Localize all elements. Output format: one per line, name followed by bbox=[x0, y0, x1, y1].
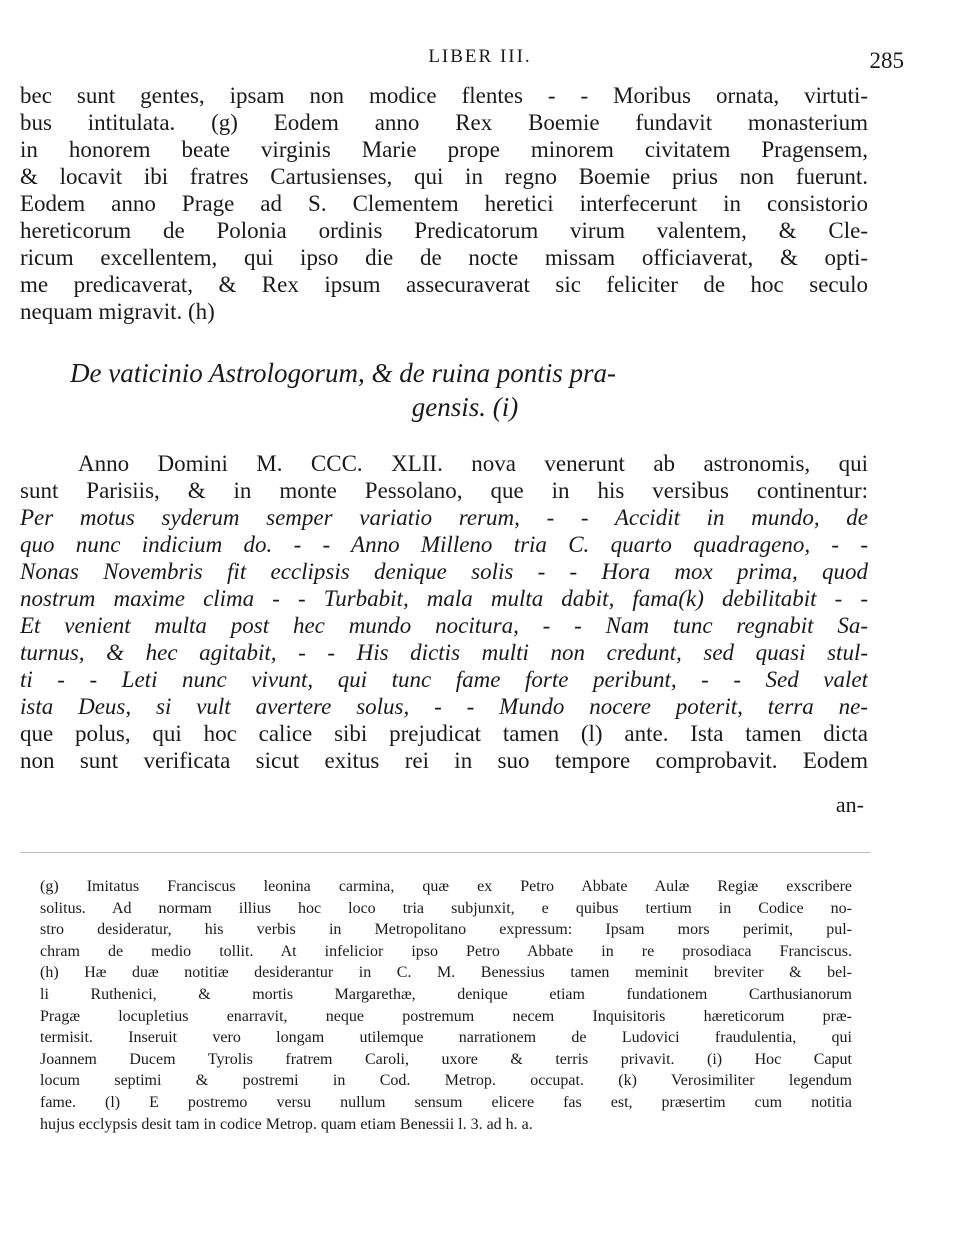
text-line: bus intitulata. (g) Eodem anno Rex Boemie fundavit monasterium bbox=[20, 110, 868, 135]
footnote-line: solitus. Ad normam illius hoc loco tria subjunxit, e quibus tertium in Codice no- bbox=[40, 899, 852, 917]
footnote-line: (g) Imitatus Franciscus leonina carmina, quæ ex Petro Abbate Aulæ Regiæ exscribere bbox=[40, 878, 852, 895]
text-line: ti - - Leti nunc vivunt, qui tunc fame forte peribunt, - - Sed valet bbox=[20, 667, 868, 692]
text-line: in honorem beate virginis Marie prope minorem civitatem Pragensem, bbox=[20, 137, 868, 162]
text-line: que polus, qui hoc calice sibi prejudicat tamen (l) ante. Ista tamen dicta bbox=[20, 721, 868, 746]
paragraph-1 bbox=[20, 82, 868, 325]
text-line: Per motus syderum semper variatio rerum, - - Accidit in mundo, de bbox=[20, 505, 868, 530]
text-line: Nonas Novembris fit ecclipsis denique solis - - Hora mox prima, quod bbox=[20, 559, 868, 584]
text-line: & locavit ibi fratres Cartusienses, qui in regno Boemie prius non fuerunt. bbox=[20, 164, 868, 189]
footnote-line: stro desideratur, his verbis in Metropolitano expressum: Ipsam mors perimit, pul- bbox=[40, 921, 852, 939]
footnote-line: locum septimi & postremi in Cod. Metrop. occupat. (k) Verosimiliter legendum bbox=[40, 1072, 852, 1090]
page-header bbox=[0, 40, 960, 76]
footnote-divider bbox=[20, 852, 870, 853]
title-line: gensis. (i) bbox=[411, 392, 519, 422]
text-line: bec sunt gentes, ipsam non modice flentes - - Moribus ornata, virtuti- bbox=[20, 83, 868, 108]
footnotes bbox=[40, 876, 852, 1135]
running-head: LIBER III. bbox=[428, 46, 532, 67]
text-line: me predicaverat, & Rex ipsum assecuraverat sic feliciter de hoc seculo bbox=[20, 272, 868, 297]
page-number: 285 bbox=[869, 48, 904, 73]
footnote-line: (h) Hæ duæ notitiæ desiderantur in C. M. Benessius tamen meminit breviter & bel- bbox=[40, 964, 852, 982]
title-line: De vaticinio Astrologorum, & de ruina pontis pra- bbox=[70, 358, 616, 388]
section-title bbox=[70, 356, 860, 424]
text-line: turnus, & hec agitabit, - - His dictis multi non credunt, sed quasi stul- bbox=[20, 640, 868, 665]
footnote-line: hujus ecclypsis desit tam in codice Metrop. quam etiam Benessii l. 3. ad h. a. bbox=[40, 1115, 533, 1133]
footnote-line: chram de medio tollit. At infelicior ipso Petro Abbate in re prosodiaca Franciscus. bbox=[40, 942, 852, 960]
footnote-line: fame. (l) E postremo versu nullum sensum elicere fas est, præsertim cum notitia bbox=[40, 1093, 852, 1111]
text-line: sunt Parisiis, & in monte Pessolano, que in his versibus continentur: bbox=[20, 478, 868, 503]
text-line: nostrum maxime clima - - Turbabit, mala multa dabit, fama(k) debilitabit - - bbox=[20, 586, 868, 611]
footnote-line: Pragæ locupletius enarravit, neque postremum necem Inquisitoris hæreticorum præ- bbox=[40, 1007, 852, 1025]
text-line: hereticorum de Polonia ordinis Predicatorum virum valentem, & Cle- bbox=[20, 218, 868, 243]
text-line: Et venient multa post hec mundo nocitura, - - Nam tunc regnabit Sa- bbox=[20, 613, 868, 638]
text-line: Anno Domini M. CCC. XLII. nova venerunt ab astronomis, qui bbox=[78, 451, 868, 476]
text-line: Eodem anno Prage ad S. Clementem heretici interfecerunt in consistorio bbox=[20, 191, 868, 216]
text-line: quo nunc indicium do. - - Anno Milleno tria C. quarto quadrageno, - - bbox=[20, 532, 868, 557]
catchword: an- bbox=[835, 792, 864, 817]
footnote-line: termisit. Inseruit vero longam utilemque narrationem de Ludovici fraudulentia, qui bbox=[40, 1029, 852, 1047]
text-line: ista Deus, si vult avertere solus, - - Mundo nocere poterit, terra ne- bbox=[20, 694, 868, 719]
paragraph-2 bbox=[20, 450, 868, 774]
text-line: ricum excellentem, qui ipso die de nocte missam officiaverat, & opti- bbox=[20, 245, 868, 270]
footnote-line: li Ruthenici, & mortis Margarethæ, denique etiam fundationem Carthusianorum bbox=[40, 985, 852, 1003]
text-line: nequam migravit. (h) bbox=[20, 299, 215, 324]
footnote-line: Joannem Ducem Tyrolis fratrem Caroli, uxore & terris privavit. (i) Hoc Caput bbox=[40, 1050, 852, 1068]
text-line: non sunt verificata sicut exitus rei in suo tempore comprobavit. Eodem bbox=[20, 748, 868, 773]
